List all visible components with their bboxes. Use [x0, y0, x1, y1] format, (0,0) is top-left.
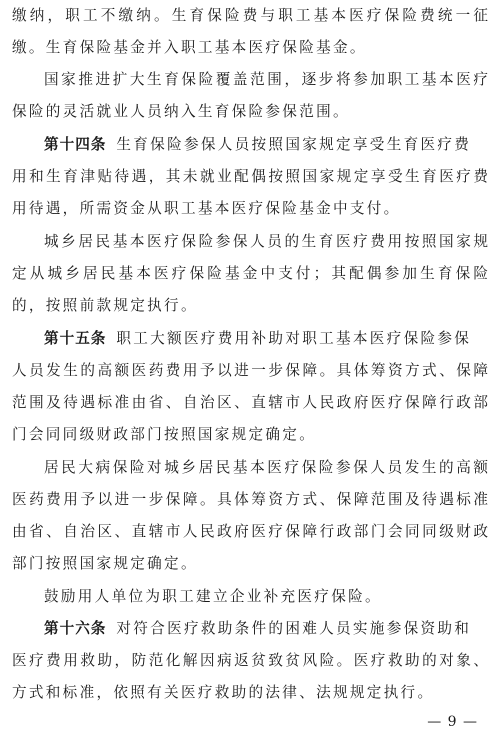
paragraph-line: 缴。生育保险基金并入职工基本医疗保险基金。	[12, 39, 367, 56]
paragraph-line: 用待遇，所需资金从职工基本医疗保险基金中支付。	[12, 200, 401, 217]
paragraph-text: 职工大额医疗费用补助对职工基本医疗保险参保	[116, 330, 472, 347]
paragraph-text: 对符合医疗救助条件的困难人员实施参保资助和	[116, 620, 472, 637]
paragraph-text: 生育保险参保人员按照国家规定享受生育医疗费	[116, 136, 472, 153]
paragraph-line: 保险的灵活就业人员纳入生育保险参保范围。	[12, 103, 350, 120]
paragraph-line: 医疗费用救助，防范化解因病返贫致贫风险。医疗救助的对象、	[12, 652, 488, 669]
article-16-heading: 第十六条	[44, 620, 107, 637]
page-number: — 9 —	[427, 714, 478, 730]
article-14-first-line	[44, 135, 488, 155]
paragraph-line: 定从城乡居民基本医疗保险基金中支付；其配偶参加生育保险	[12, 265, 488, 282]
paragraph-line: 人员发生的高额医药费用予以进一步保障。具体筹资方式、保障	[12, 362, 488, 379]
paragraph-line: 医药费用予以进一步保障。具体筹资方式、保障范围及待遇标准	[12, 491, 488, 508]
paragraph-line: 门会同同级财政部门按照国家规定确定。	[12, 426, 317, 443]
paragraph-line: 居民大病保险对城乡居民基本医疗保险参保人员发生的高额	[44, 459, 488, 476]
article-16-first-line	[44, 619, 488, 639]
paragraph-line: 的，按照前款规定执行。	[12, 297, 198, 314]
paragraph-line: 范围及待遇标准由省、自治区、直辖市人民政府医疗保障行政部	[12, 394, 488, 411]
article-14-heading: 第十四条	[44, 136, 107, 153]
article-15-first-line	[44, 329, 488, 349]
paragraph-line: 用和生育津贴待遇，其未就业配偶按照国家规定享受生育医疗费	[12, 168, 488, 185]
paragraph-line: 鼓励用人单位为职工建立企业补充医疗保险。	[44, 588, 382, 605]
paragraph-line: 国家推进扩大生育保险覆盖范围，逐步将参加职工基本医疗	[44, 71, 488, 88]
paragraph-line: 由省、自治区、直辖市人民政府医疗保障行政部门会同同级财政	[12, 523, 488, 540]
paragraph-line: 部门按照国家规定确定。	[12, 555, 198, 572]
paragraph-line: 城乡居民基本医疗保险参保人员的生育医疗费用按照国家规	[44, 233, 488, 250]
article-15-heading: 第十五条	[44, 330, 107, 347]
paragraph-line: 方式和标准，依照有关医疗救助的法律、法规规定执行。	[12, 684, 435, 701]
paragraph-line: 缴纳，职工不缴纳。生育保险费与职工基本医疗保险费统一征	[12, 7, 488, 24]
